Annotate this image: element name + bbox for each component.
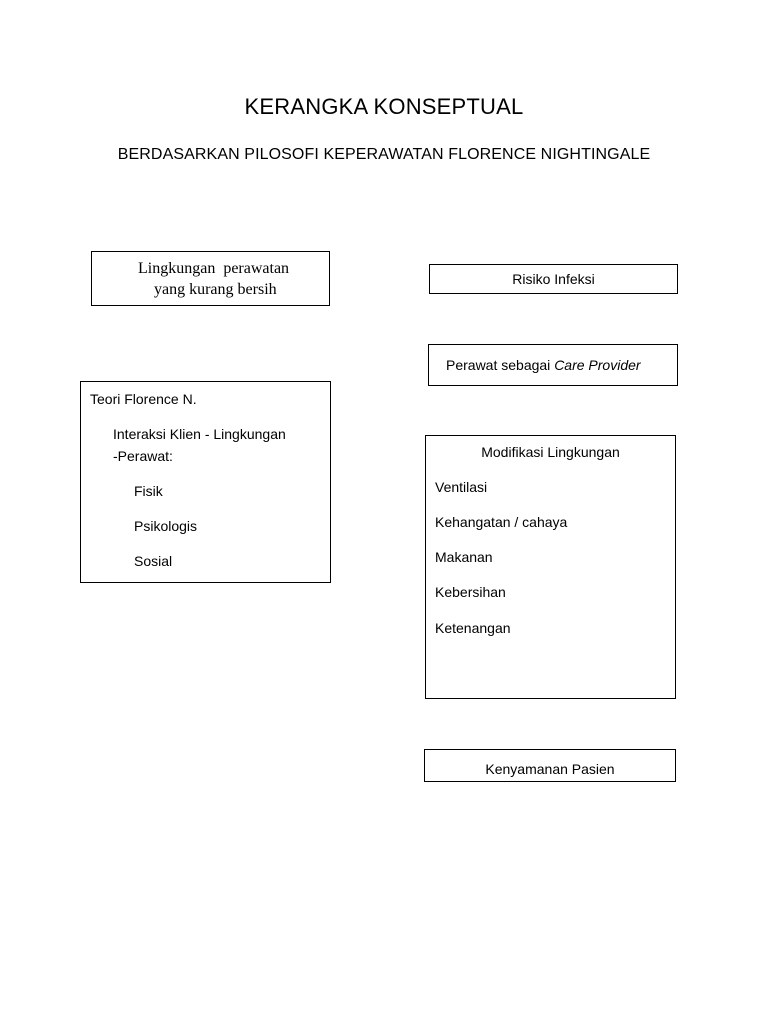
interaksi-line-2: -Perawat: bbox=[113, 448, 173, 464]
page-title: KERANGKA KONSEPTUAL bbox=[244, 94, 524, 119]
interaksi-line-1: Interaksi Klien - Lingkungan bbox=[113, 426, 286, 442]
lingkungan-box bbox=[91, 251, 330, 306]
teori-box bbox=[80, 381, 331, 583]
risiko-infeksi-box bbox=[429, 264, 678, 294]
modifikasi-item-ketenangan: Ketenangan bbox=[435, 620, 511, 636]
modifikasi-item-kehangatan: Kehangatan / cahaya bbox=[435, 514, 568, 530]
modifikasi-item-ventilasi: Ventilasi bbox=[435, 479, 488, 495]
perawat-box bbox=[428, 344, 678, 386]
teori-item-fisik: Fisik bbox=[134, 483, 163, 499]
modifikasi-item-kebersihan: Kebersihan bbox=[435, 584, 506, 600]
perawat-prefix: Perawat sebagai bbox=[446, 357, 555, 373]
lingkungan-line-2: yang kurang bersih bbox=[154, 281, 277, 298]
teori-heading: Teori Florence N. bbox=[90, 391, 197, 407]
kenyamanan-box bbox=[424, 749, 676, 782]
lingkungan-line-1: Lingkungan perawatan bbox=[138, 260, 290, 277]
teori-item-psikologis: Psikologis bbox=[134, 518, 198, 534]
risiko-infeksi-label: Risiko Infeksi bbox=[512, 271, 595, 287]
care-provider-label: Care Provider bbox=[554, 357, 641, 373]
modifikasi-box bbox=[425, 435, 676, 699]
page-subtitle: BERDASARKAN PILOSOFI KEPERAWATAN FLORENCE NIGHTINGALE bbox=[117, 146, 651, 163]
modifikasi-item-makanan: Makanan bbox=[435, 549, 493, 565]
teori-item-sosial: Sosial bbox=[134, 553, 173, 569]
modifikasi-heading: Modifikasi Lingkungan bbox=[481, 444, 620, 460]
kenyamanan-label: Kenyamanan Pasien bbox=[485, 761, 615, 777]
